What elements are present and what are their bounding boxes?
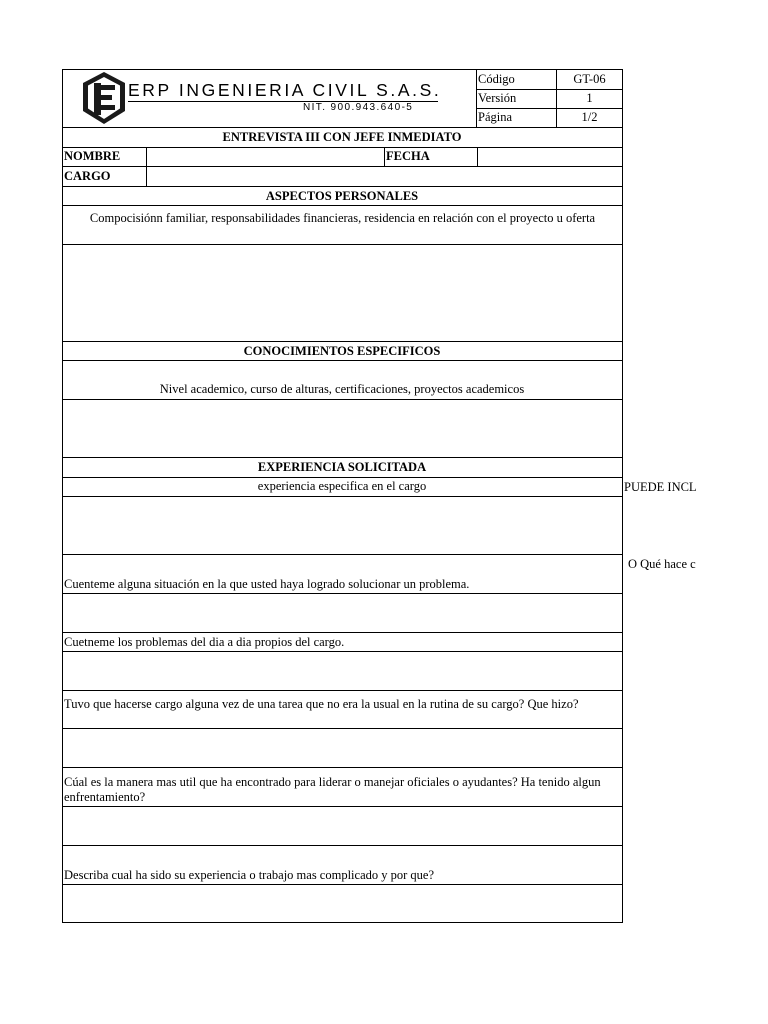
answer-5[interactable] — [63, 885, 622, 922]
personal-prompt: Compocisiónn familiar, responsabilidades financieras, residencia en relación con el proyecto u oferta — [89, 211, 596, 225]
question-4: Cúal es la manera mas util que ha encontrado para liderar o manejar oficiales o ayudantes? Ha tenido algun enfrentamiento? — [64, 775, 601, 804]
personal-section-title: ASPECTOS PERSONALES — [265, 189, 419, 203]
name-label: NOMBRE — [64, 149, 121, 163]
question-5: Describa cual ha sido su experiencia o trabajo mas complicado y por que? — [64, 868, 435, 882]
knowledge-answer-area[interactable] — [63, 400, 622, 457]
company-name: ERP INGENIERIA CIVIL S.A.S. — [128, 80, 442, 100]
answer-3[interactable] — [63, 729, 622, 767]
form-title: ENTREVISTA III CON JEFE INMEDIATO — [222, 130, 462, 144]
meta-page-value: 1/2 — [581, 110, 598, 124]
knowledge-prompt: Nivel academico, curso de alturas, certificaciones, proyectos academicos — [159, 382, 525, 396]
meta-version-value: 1 — [586, 91, 593, 105]
experience-section-title: EXPERIENCIA SOLICITADA — [257, 460, 427, 474]
overflow-note-2: O Qué hace c — [628, 557, 696, 571]
date-field[interactable] — [478, 148, 621, 166]
company-nit: NIT. 900.943.640-5 — [303, 102, 414, 113]
company-logo-icon — [82, 71, 126, 125]
question-1: Cuenteme alguna situación en la que usted haya logrado solucionar un problema. — [64, 577, 470, 591]
question-2: Cuetneme los problemas del dia a dia propios del cargo. — [64, 635, 345, 649]
cargo-field[interactable] — [147, 167, 621, 186]
answer-1[interactable] — [63, 594, 622, 632]
experience-answer-area[interactable] — [63, 497, 622, 554]
meta-page-label: Página — [478, 110, 513, 124]
meta-code-label: Código — [478, 72, 515, 86]
meta-code-value: GT-06 — [573, 72, 606, 86]
answer-2[interactable] — [63, 652, 622, 690]
name-field[interactable] — [147, 148, 383, 166]
cargo-label: CARGO — [64, 169, 111, 183]
experience-prompt: experiencia especifica en el cargo — [257, 479, 427, 493]
question-3: Tuvo que hacerse cargo alguna vez de una tarea que no era la usual en la rutina de su cargo? Que hizo? — [64, 697, 579, 711]
answer-4[interactable] — [63, 807, 622, 845]
date-label: FECHA — [386, 149, 430, 163]
knowledge-section-title: CONOCIMIENTOS ESPECIFICOS — [243, 344, 441, 358]
personal-answer-area[interactable] — [63, 245, 622, 341]
meta-version-label: Versión — [478, 91, 517, 105]
overflow-note-1: PUEDE INCL — [624, 480, 697, 494]
